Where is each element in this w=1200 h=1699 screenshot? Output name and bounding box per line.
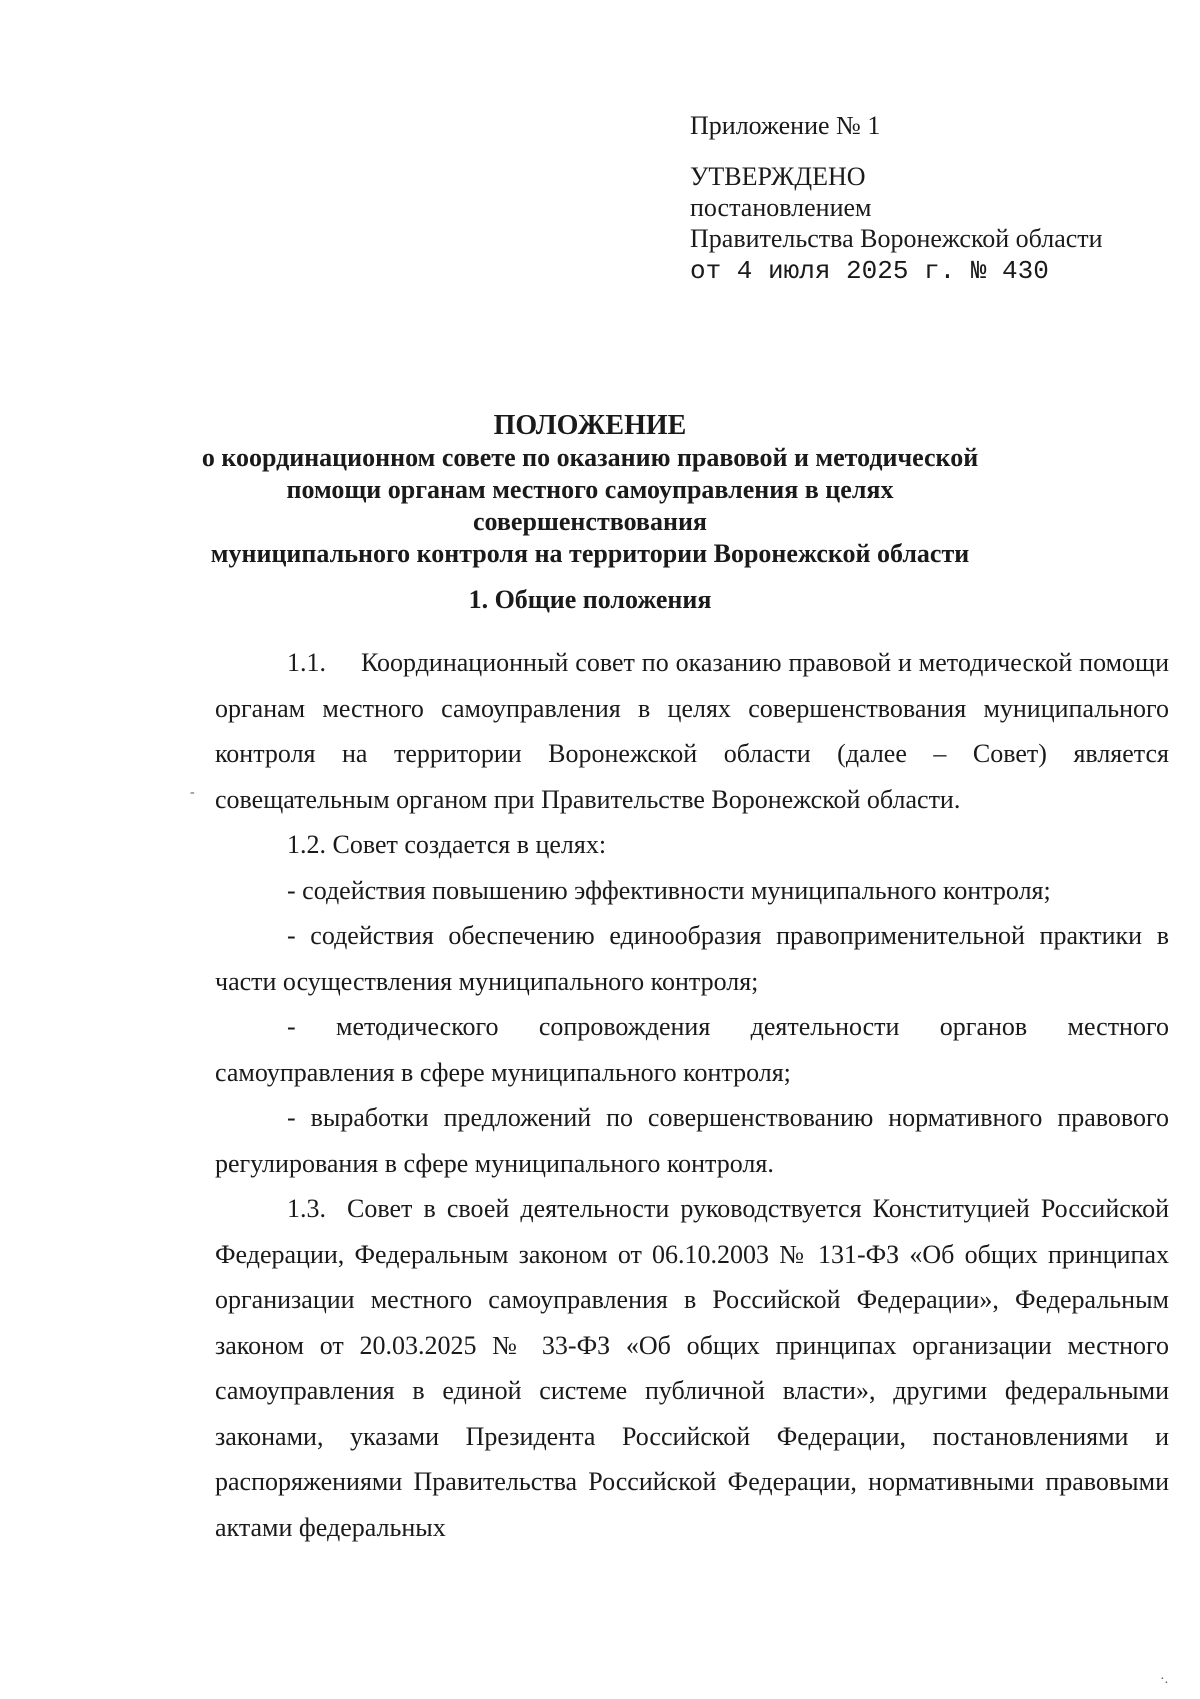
scan-mark: ·. [1160,1672,1169,1687]
goal-item: - содействия повышению эффективности муниципального контроля; [287,875,1051,905]
title-line-2: помощи органам местного самоуправления в целях совершенствования [286,475,894,536]
decree-date-number: от 4 июля 2025 г. № 430 [690,256,1049,286]
paragraph-text: Координационный совет по оказанию правовой и методической помощи органам местного самоуправления в целях совершенствования муниципального контроля на территории Воронежской области (далее – Совет) является совещательным органом при Правительстве Воронежской области. [215,648,1169,814]
goal-item: - методического сопровождения деятельности органов местного самоуправления в сфере муниципального контроля; [215,1012,1169,1087]
paragraph-1-3 [215,1186,1169,1550]
title-line-3: муниципального контроля на территории Воронежской области [210,539,970,568]
paragraph-number: 1.1. [287,648,326,677]
document-body [215,640,1169,1550]
paragraph-1-1 [215,640,1169,822]
title-line-1: о координационном совете по оказанию правовой и методической [201,443,979,472]
goal-item: - выработки предложений по совершенствованию нормативного правового регулирования в сфере муниципального контроля. [215,1103,1169,1178]
paragraph-text: Совет в своей деятельности руководствуется Конституцией Российской Федерации, Федеральным законом от 06.10.2003 № 131-ФЗ «Об общих принципах организации местного самоуправления в Российской Федерации», Федеральным законом от 20.03.2025 № 33-ФЗ «Об общих принципах организации местного самоуправления в единой системе публичной власти», другими федеральными законами, указами Президента Российской Федерации, постановлениями и распоряжениями Правительства Российской Федерации, нормативными правовыми актами федеральных [215,1194,1169,1542]
annex-label: Приложение № 1 [690,111,881,140]
paragraph-1-2: 1.2. Совет создается в целях: [287,830,607,859]
section-heading: 1. Общие положения [468,585,712,614]
document-title [180,410,1000,570]
government-label: Правительства Воронежской области [690,224,1103,253]
scan-mark: - [190,785,195,800]
decree-label: постановлением [690,193,872,222]
goal-item: - содействия обеспечению единообразия правоприменительной практики в части осуществления муниципального контроля; [215,921,1169,996]
title-main: ПОЛОЖЕНИЕ [493,410,687,441]
approved-label: УТВЕРЖДЕНО [690,162,866,191]
approval-block [690,110,1170,287]
paragraph-number: 1.3. [287,1194,326,1223]
